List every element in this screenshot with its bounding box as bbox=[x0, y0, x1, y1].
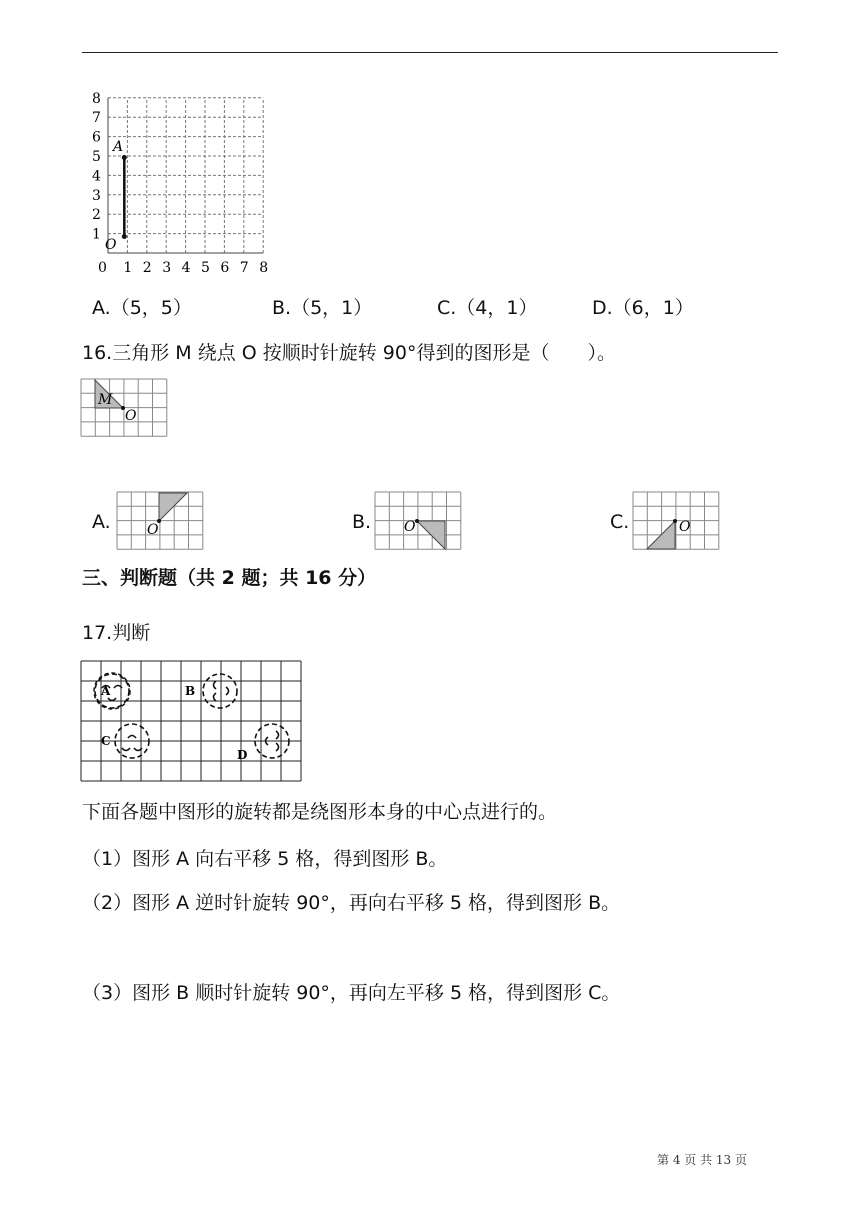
figure-b-shape bbox=[203, 674, 237, 708]
q15-option-b[interactable]: B.（5，1） bbox=[272, 297, 373, 319]
point-o-label: O bbox=[105, 237, 117, 253]
q15-coordinate-grid bbox=[88, 88, 278, 278]
y-tick-label: 7 bbox=[92, 110, 101, 127]
x-tick-label: 3 bbox=[162, 260, 172, 276]
q16-triangle-m-figure bbox=[80, 378, 170, 440]
figure-d-label: D bbox=[237, 748, 248, 762]
x-tick-label: 1 bbox=[123, 260, 133, 276]
figure-b-label: B bbox=[185, 684, 196, 698]
y-tick-label: 2 bbox=[92, 207, 101, 224]
point-o-dot bbox=[122, 234, 127, 239]
y-tick-label: 3 bbox=[92, 187, 101, 204]
page-footer: 第 4 页 共 13 页 bbox=[657, 1153, 747, 1167]
y-tick-label: 4 bbox=[92, 168, 101, 185]
option-c-point-o bbox=[673, 519, 677, 523]
x-tick-label: 5 bbox=[201, 260, 210, 276]
q16-option-a-figure[interactable] bbox=[116, 491, 206, 553]
point-a-label: A bbox=[113, 139, 124, 155]
option-b-point-o bbox=[415, 519, 419, 523]
y-tick-label: 6 bbox=[92, 129, 101, 146]
point-a-dot bbox=[122, 155, 127, 160]
figure-c-label: C bbox=[101, 734, 111, 748]
q16-option-c-label[interactable]: C. bbox=[610, 511, 630, 533]
option-a-label-o: O bbox=[147, 522, 159, 538]
section3-heading: 三、判断题（共 2 题；共 16 分） bbox=[82, 567, 377, 589]
x-tick-label: 2 bbox=[142, 260, 152, 276]
q17-item-3: （3）图形 B 顺时针旋转 90°，再向左平移 5 格，得到图形 C。 bbox=[82, 982, 621, 1004]
q17-title: 17.判断 bbox=[82, 622, 151, 644]
q16-question: 16.三角形 M 绕点 O 按顺时针旋转 90°得到的图形是（ ）。 bbox=[82, 342, 616, 364]
x-tick-label: 0 bbox=[98, 260, 107, 276]
q16-option-b-label[interactable]: B. bbox=[352, 511, 372, 533]
label-m: M bbox=[98, 392, 113, 408]
q15-option-d[interactable]: D.（6，1） bbox=[592, 297, 694, 319]
x-tick-label: 4 bbox=[181, 260, 191, 276]
option-b-label-o: O bbox=[404, 519, 416, 535]
x-tick-label: 7 bbox=[239, 260, 249, 276]
x-tick-label: 8 bbox=[259, 260, 269, 276]
q17-intro: 下面各题中图形的旋转都是绕图形本身的中心点进行的。 bbox=[82, 801, 558, 823]
q17-grid-figure bbox=[80, 660, 304, 782]
figure-a-label: A bbox=[101, 684, 111, 698]
header-rule bbox=[82, 52, 778, 53]
q15-option-c[interactable]: C.（4，1） bbox=[437, 297, 538, 319]
q15-option-a[interactable]: A.（5，5） bbox=[92, 297, 192, 319]
option-a-triangle bbox=[159, 493, 187, 521]
y-tick-label: 8 bbox=[92, 90, 101, 107]
x-tick-label: 6 bbox=[220, 260, 230, 276]
q16-option-c-figure[interactable] bbox=[632, 491, 722, 553]
q17-item-2: （2）图形 A 逆时针旋转 90°，再向右平移 5 格，得到图形 B。 bbox=[82, 892, 621, 914]
option-c-label-o: O bbox=[679, 519, 691, 535]
q16-option-b-figure[interactable] bbox=[374, 491, 464, 553]
q16-option-a-label[interactable]: A. bbox=[92, 511, 111, 533]
label-o: O bbox=[125, 408, 137, 424]
q17-item-1: （1）图形 A 向右平移 5 格，得到图形 B。 bbox=[82, 848, 448, 870]
y-tick-label: 1 bbox=[92, 226, 101, 243]
figure-a bbox=[94, 673, 130, 709]
y-tick-label: 5 bbox=[92, 149, 101, 165]
